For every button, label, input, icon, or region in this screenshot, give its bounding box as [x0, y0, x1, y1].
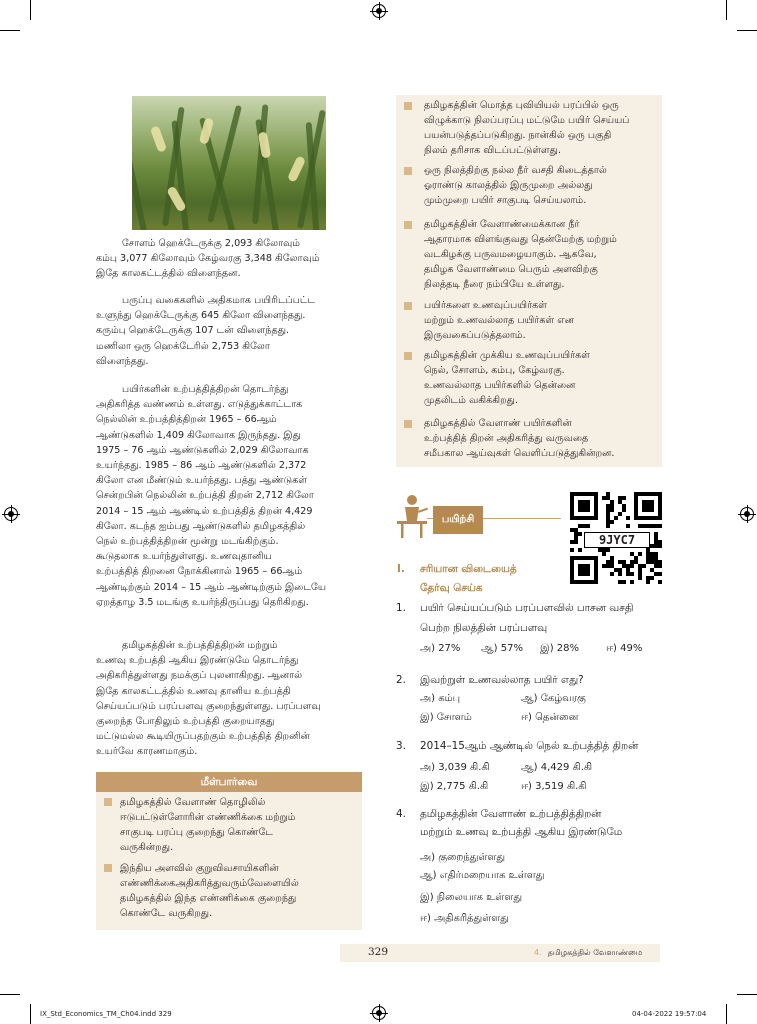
- text-line: நெல்லின் உற்பத்தித்திறன் 1965 – 66ஆம்: [96, 414, 277, 426]
- question-text: 2014–15ஆம் ஆண்டில் நெல் உற்பத்தித் திறன்: [420, 740, 639, 752]
- text-line: அதிகரித்துள்ளது நமக்குப் புலனாகிறது. ஆனால்: [96, 670, 303, 682]
- option[interactable]: அ) குறைந்துள்ளது: [420, 852, 506, 863]
- summary-bullet: [424, 348, 656, 408]
- crop-mark: [737, 30, 757, 31]
- text-line: கிலோ என மீண்டும் உயர்ந்தது. பத்து ஆண்டுகள்: [96, 475, 308, 487]
- text-line: தமிழகத்தின் முக்கிய உணவுப்பயிர்கள்: [424, 350, 590, 361]
- text-line: ஏறத்தாழ 3.5 மடங்கு உயர்ந்திருப்பது தெரிகிறது.: [96, 596, 309, 608]
- section-title: தேர்வு செய்க: [420, 582, 483, 594]
- text-line: தமிழகத்தின் உற்பத்தித்திறன் மற்றும்: [122, 640, 278, 651]
- text-line: முதலிடம் வகிக்கிறது.: [424, 395, 519, 406]
- text-line: இந்திய அளவில் குறுவிவசாயிகளின்: [120, 863, 279, 874]
- text-line: உற்பத்தித் திறனை நோக்கினால் 1965 – 66ஆம்: [96, 566, 303, 578]
- paragraph-conclusion: [96, 638, 362, 760]
- text-line: பயன்படுத்தப்படுகிறது. நான்கில் ஒரு பகுதி: [424, 130, 612, 141]
- text-line: தமிழகத்தில் வேளாண் தொழிலில்: [120, 797, 266, 808]
- summary-bullet: [424, 98, 656, 158]
- paragraph-pulses: [96, 293, 362, 369]
- registration-mark-top: [372, 4, 386, 18]
- text-line: சென்றபின் நெல்லின் உற்பத்தி திறன் 2,712 கிலோ: [96, 490, 314, 502]
- text-line: பெற்ற நிலத்தின் பரப்பளவு: [420, 622, 548, 634]
- registration-mark-left: [4, 507, 18, 521]
- text-line: பயிர்களின் உற்பத்தித்திறன் தொடர்ந்து: [122, 384, 289, 395]
- text-line: தமிழகத்தின் மொத்த புவியியல் பரப்பில் ஒரு: [424, 100, 619, 111]
- bullet-square: [404, 221, 412, 229]
- option[interactable]: ஈ) 3,519 கி.கி: [521, 781, 587, 792]
- option[interactable]: ஆ) 57%: [481, 643, 523, 654]
- text-line: உணவு உற்பத்தி ஆகிய இரண்டுமே தொடர்ந்து: [96, 655, 299, 667]
- text-line: வடகிழக்கு பருவமழையாகும். ஆகவே,: [424, 249, 597, 260]
- text-line: தமிழகத்தின் வேளாண்மைக்கான நீர்: [424, 219, 580, 230]
- crop-mark: [737, 994, 757, 995]
- option[interactable]: இ) 2,775 கி.கி: [420, 781, 489, 792]
- text-line: உளுந்து ஹெக்டேருக்கு 645 கிலோ விளைந்தது.: [96, 310, 306, 322]
- text-line: 1975 – 76 ஆம் ஆண்டுகளில் 2,029 கிலோவாக: [96, 444, 309, 456]
- review-bullet: [120, 795, 354, 855]
- student-desk-icon: [393, 493, 431, 539]
- text-line: கூடுதலாக உயர்ந்துள்ளது. உணவுதானிய: [96, 551, 272, 563]
- registration-mark-right: [740, 507, 754, 521]
- text-line: கிலோ. கடந்த ஐம்பது ஆண்டுகளில் தமிழகத்தில்: [96, 520, 306, 532]
- option[interactable]: ஆ) எதிர்மறையாக உள்ளது: [420, 870, 545, 881]
- option[interactable]: இ) சோளம்: [420, 712, 472, 723]
- text-line: மணிலா ஒரு ஹெக்டேரில் 2,753 கிலோ: [96, 340, 270, 352]
- option[interactable]: அ) கம்பு: [420, 693, 461, 704]
- text-line: கொண்டே வருகிறது.: [120, 908, 213, 919]
- section-number: I.: [397, 563, 405, 575]
- text-line: சமீபகால ஆய்வுகள் வெளிப்படுத்துகின்றன.: [424, 448, 615, 459]
- text-line: பருப்பு வகைகளில் அதிகமாக பயிரிடப்பட்ட: [122, 295, 316, 306]
- text-line: உணவல்லாத பயிர்களில் தென்னை: [424, 380, 576, 391]
- text-line: நெல், சோளம், கம்பு, கேழ்வரகு.: [424, 365, 565, 376]
- bullet-square: [404, 302, 412, 310]
- text-line: மற்றும் உணவல்லாத பயிர்கள் என: [424, 315, 575, 326]
- question-text: [420, 806, 662, 840]
- crop-mark: [30, 0, 31, 20]
- registration-mark-bottom: [372, 1006, 386, 1020]
- review-heading: மீள்பார்வை: [96, 772, 362, 792]
- question-text: [420, 600, 662, 636]
- text-line: ஆண்டுகளில் 1,409 கிலோவாக இருந்தது. இது: [96, 429, 301, 441]
- section-title: சரியான விடையைத்: [420, 563, 517, 575]
- option[interactable]: ஈ) 49%: [606, 643, 643, 654]
- text-line: செய்யப்படும் பரப்பளவு குறைந்துள்ளது. பரப்பளவு: [96, 700, 321, 712]
- text-line: சாகுபடி பரப்பு குறைந்து கொண்டே: [120, 827, 273, 838]
- text-line: ஒரு நிலத்திற்கு நல்ல நீர் வசதி கிடைத்தால்: [424, 165, 607, 176]
- option[interactable]: இ) 28%: [540, 643, 580, 654]
- text-line: சோளம் ஹெக்டேருக்கு 2,093 கிலோவும்: [122, 238, 300, 249]
- text-line: ஈடுபட்டுள்ளோரின் எண்ணிக்கை மற்றும்: [120, 812, 296, 823]
- option[interactable]: ஆ) கேழ்வரகு: [521, 693, 586, 704]
- question-number: 3.: [396, 740, 406, 752]
- crop-mark: [0, 994, 20, 995]
- text-line: உயர்வே காரணமாகும்.: [96, 746, 198, 758]
- text-line: ஆதாரமாக விளங்குவது தென்மேற்கு மற்றும்: [424, 234, 617, 245]
- option[interactable]: ஈ) அதிகரித்துள்ளது: [420, 913, 509, 924]
- text-line: பயிர் செய்யப்படும் பரப்பளவில் பாசன வசதி: [420, 602, 634, 614]
- crop-mark: [0, 30, 20, 31]
- photo-caption: [96, 236, 362, 282]
- summary-bullet: [424, 416, 656, 461]
- text-line: 2014 – 15 ஆம் ஆண்டில் உற்பத்தித் திறன் 4,429: [96, 505, 313, 517]
- option[interactable]: இ) நிலையாக உள்ளது: [420, 892, 523, 903]
- text-line: நிலத்தடி நீரை நம்பியே உள்ளது.: [424, 279, 565, 290]
- question-number: 1.: [396, 602, 406, 614]
- text-line: கரும்பு ஹெக்டேருக்கு 107 டன் விளைந்தது.: [96, 325, 290, 337]
- bullet-square: [404, 167, 412, 175]
- millet-crop-photo: [132, 96, 326, 230]
- exercise-badge: பயிற்சி: [433, 506, 483, 534]
- text-line: கம்பு 3,077 கிலோவும் கேழ்வரகு 3,348 கிலோவும்: [96, 253, 320, 265]
- text-line: ஓராண்டு காலத்தில் இருமுறை அல்லது: [424, 180, 593, 191]
- text-line: நிலம் தரிசாக விடப்பட்டுள்ளது.: [424, 145, 562, 156]
- text-line: நெல் உற்பத்தித்திறன் மூன்று மடங்கிற்கும்.: [96, 536, 279, 548]
- bullet-square: [104, 798, 112, 806]
- review-bullet: [120, 861, 354, 921]
- text-line: உற்பத்தித் திறன் அதிகரித்து வருவதை: [424, 433, 589, 444]
- question-text: இவற்றுள் உணவல்லாத பயிர் எது?: [420, 674, 584, 686]
- slug-date: 04-04-2022 19:57:04: [632, 1010, 707, 1018]
- chapter-number: 4.: [534, 948, 542, 957]
- summary-bullet: [424, 163, 656, 208]
- crop-mark: [726, 0, 727, 20]
- text-line: தமிழகத்தின் வேளாண் உற்பத்தித்திறன்: [420, 808, 602, 820]
- option[interactable]: அ) 27%: [420, 643, 461, 654]
- text-line: உயர்ந்தது. 1985 – 86 ஆம் ஆண்டுகளில் 2,372: [96, 460, 307, 472]
- text-line: தமிழகத்தில் வேளாண் பயிர்களின்: [424, 418, 572, 429]
- text-line: ஆண்டிற்கும் 2014 – 15 ஆம் ஆண்டிற்கும் இடையே: [96, 581, 327, 593]
- text-line: விழுக்காடு நிலப்பரப்பு மட்டுமே பயிர் செய்யப்: [424, 115, 630, 126]
- text-line: குறைந்த போதிலும் உற்பத்தி குறையாதது: [96, 716, 275, 728]
- text-line: மட்டுமல்ல கூடியிருப்பதற்கும் உற்பத்தித் திறனின்: [96, 731, 310, 743]
- option[interactable]: ஆ) 4,429 கி.கி: [521, 762, 593, 773]
- summary-bullet: [424, 217, 656, 292]
- page-number: 329: [368, 946, 389, 958]
- bullet-square: [104, 864, 112, 872]
- bullet-square: [404, 102, 412, 110]
- text-line: தமிழகத்தில் இந்த எண்ணிக்கை குறைந்து: [120, 893, 297, 904]
- crop-mark: [30, 1004, 31, 1024]
- text-line: பயிர்களை உணவுப்பயிர்கள்: [424, 300, 547, 311]
- text-line: விளைந்தது.: [96, 355, 149, 367]
- text-line: இதே காலகட்டத்தில் விளைந்தன.: [96, 268, 241, 280]
- chapter-label: [534, 948, 642, 958]
- text-line: மும்முறை பயிர் சாகுபடி செய்யலாம்.: [424, 195, 587, 206]
- slug-file: IX_Std_Economics_TM_Ch04.indd 329: [40, 1010, 172, 1018]
- option[interactable]: ஈ) தென்னை: [521, 712, 579, 723]
- qr-code-label: 9JYC7: [584, 532, 650, 548]
- chapter-title: தமிழகத்தில் வேளாண்மை: [547, 948, 643, 957]
- bullet-square: [404, 352, 412, 360]
- text-line: அதிகரித்த வண்ணம் உள்ளது. எடுத்துக்காட்டாக: [96, 399, 303, 411]
- question-number: 4.: [396, 808, 406, 820]
- text-line: தமிழக வேளாண்மை பெரும் அளவிற்கு: [424, 264, 598, 275]
- text-line: இதே காலகட்டத்தில் உணவு தானிய உற்பத்தி: [96, 685, 291, 697]
- option[interactable]: அ) 3,039 கி.கி: [420, 762, 490, 773]
- crop-mark: [726, 1004, 727, 1024]
- text-line: மற்றும் உணவு உற்பத்தி ஆகிய இரண்டுமே: [420, 826, 623, 838]
- text-line: வருகின்றது.: [120, 842, 174, 853]
- question-number: 2.: [396, 674, 406, 686]
- text-line: இருவகைப்படுத்தலாம்.: [424, 330, 526, 341]
- paragraph-productivity: [96, 382, 362, 610]
- summary-bullet: [424, 298, 656, 343]
- text-line: எண்ணிக்கைஅதிகரித்துவரும்வேளையில்: [120, 878, 299, 889]
- bullet-square: [404, 420, 412, 428]
